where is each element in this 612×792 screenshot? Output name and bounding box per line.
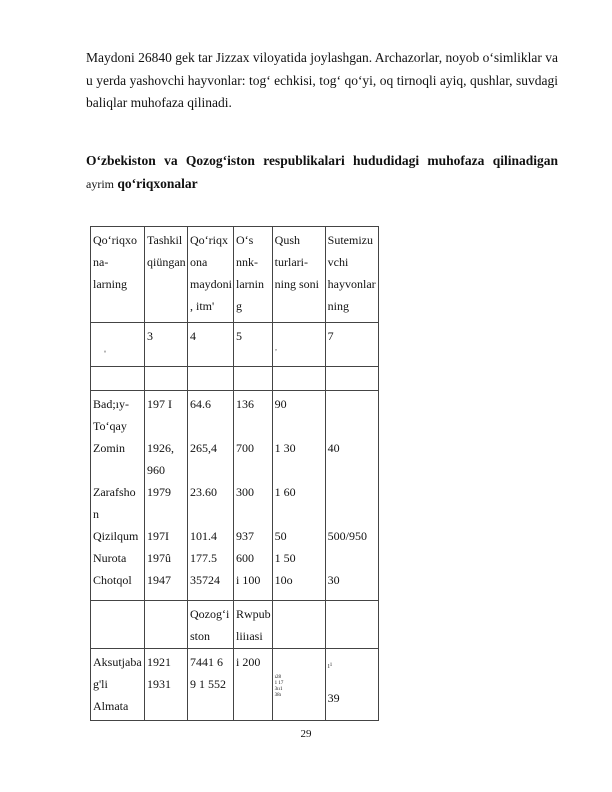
header-mammals: Sutemizu vchi hayvonlar ning bbox=[325, 227, 378, 323]
uz-areas: 64.6 265,4 23.60 101.4 177.5 35724 bbox=[188, 391, 234, 601]
kz-founded-years: 1921 1931 bbox=[145, 649, 188, 721]
header-area: Qo‘riqx ona maydoni , itm' bbox=[188, 227, 234, 323]
heading-bold-text: O‘zbekiston va Qozog‘iston respublikalari hududidagi muhofaza qilinadigan bbox=[86, 153, 558, 168]
uz-bird-counts: 90 1 30 1 60 50 1 50 10o bbox=[272, 391, 325, 601]
uzbekistan-header-row bbox=[91, 367, 379, 391]
heading-normal-text: ayrim bbox=[86, 176, 114, 191]
kazakhstan-header-row bbox=[91, 601, 379, 649]
intro-paragraph: Maydoni 26840 gek tar Jizzax viloyatida joylashgan. Archazorlar, noyob o‘simliklar va u yerda yashovchi hayvonlar: tog‘ echkisi, tog‘ qo‘yi, oq tirnoqli ayiq, qushlar, suvdagi baliqlar muhofaza qilinadi. bbox=[86, 50, 558, 110]
header-plants: O‘s nnk- larnin g bbox=[234, 227, 273, 323]
section-heading bbox=[86, 150, 558, 195]
column-number-row: ˌ 3 4 5 ‚ 7 bbox=[91, 323, 379, 367]
reserves-table bbox=[90, 226, 379, 721]
kz-areas: 7441 6 9 1 552 bbox=[188, 649, 234, 721]
kz-reserve-names: Aksutjaba g'li Almata bbox=[91, 649, 145, 721]
uz-mammal-counts: 40 500/950 30 bbox=[325, 391, 378, 601]
uz-reserve-names: Bad;ıy- To‘qay Zomin Zarafsho n Qizilqum Nurota Chotqol bbox=[91, 391, 145, 601]
table-header-row bbox=[91, 227, 379, 323]
kz-header-right: Rwpub liiıasi bbox=[234, 601, 273, 649]
uzbekistan-reserves-row bbox=[91, 391, 379, 601]
page-number: 29 bbox=[300, 728, 312, 740]
kz-plant-counts: i 200 bbox=[234, 649, 273, 721]
kz-bird-counts: ı28 1 17 3ıı1 38ı bbox=[272, 649, 325, 721]
kz-header-left: Qozog‘i ston bbox=[188, 601, 234, 649]
kz-mammal-counts: ı¹ 39 bbox=[325, 649, 378, 721]
header-founded: Tashkil qiüngan bbox=[145, 227, 188, 323]
header-reserve-name: Qo‘riqxo na- larning bbox=[91, 227, 145, 323]
uz-founded-years: 197 I 1926, 960 1979 197I 197û 1947 bbox=[145, 391, 188, 601]
heading-bold-text-2: qo‘riqxonalar bbox=[117, 175, 198, 191]
kazakhstan-reserves-row bbox=[91, 649, 379, 721]
uz-plant-counts: 136 700 300 937 600 i 100 bbox=[234, 391, 273, 601]
header-birds: Qush turlari- ning soni bbox=[272, 227, 325, 323]
